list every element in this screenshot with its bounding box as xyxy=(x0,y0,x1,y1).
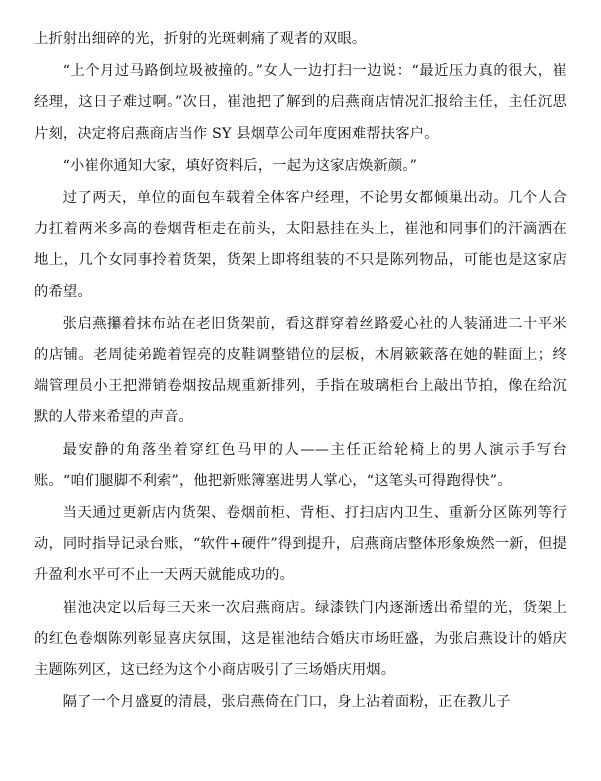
paragraph: 当天通过更新店内货架、卷烟前柜、背柜、打扫店内卫生、重新分区陈列等行动，同时指导记录台账，“软件+硬件”得到提升，启燕商店整体形象焕然一新，但提升盈利水平可不止一天两天就能成功的。 xyxy=(34,505,567,584)
paragraph: 张启燕攥着抹布站在老旧货架前，看这群穿着丝路爱心社的人装涌进二十平米的店铺。老周徒弟跪着锃亮的皮鞋调整错位的层板，木屑簌簌落在她的鞋面上；终端管理员小王把滞销卷烟按品规重新排列，手指在玻璃柜台上敲出节拍，像在给沉默的人带来希望的声音。 xyxy=(34,315,567,426)
paragraph: “上个月过马路倒垃圾被撞的。”女人一边打扫一边说：“最近压力真的很大，崔经理，这日子难过啊。”次日，崔池把了解到的启燕商店情况汇报给主任，主任沉思片刻，决定将启燕商店当作 SY 县烟草公司年度困难帮扶客户。 xyxy=(34,63,567,142)
paragraph: “小崔你通知大家，填好资料后，一起为这家店焕新颜。” xyxy=(62,157,418,174)
paragraph: 崔池决定以后每三天来一次启燕商店。绿漆铁门内逐渐透出希望的光，货架上的红色卷烟陈列彰显喜庆氛围，这是崔池结合婚庆市场旺盛，为张启燕设计的婚庆主题陈列区，这已经为这个小商店吸引了三场婚庆用烟。 xyxy=(34,599,567,679)
document-body xyxy=(34,24,567,718)
paragraph: 上折射出细碎的光，折射的光斑刺痛了观者的双眼。 xyxy=(34,31,367,47)
paragraph: 隔了一个月盛夏的清晨，张启燕倚在门口，身上沾着面粉，正在教儿子 xyxy=(62,694,511,711)
paragraph: 过了两天，单位的面包车载着全体客户经理，不论男女都倾巢出动。几个人合力扛着两米多高的卷烟背柜走在前头，太阳悬挂在头上，崔池和同事们的汗滴洒在地上，几个女同事拎着货架，货架上即将组装的不只是陈列物品，可能也是这家店的希望。 xyxy=(34,190,567,300)
paragraph: 最安静的角落坐着穿红色马甲的人——主任正给轮椅上的男人演示手写台账。“咱们腿脚不利索”，他把新账簿塞进男人掌心，“这笔头可得跑得快”。 xyxy=(34,441,567,489)
